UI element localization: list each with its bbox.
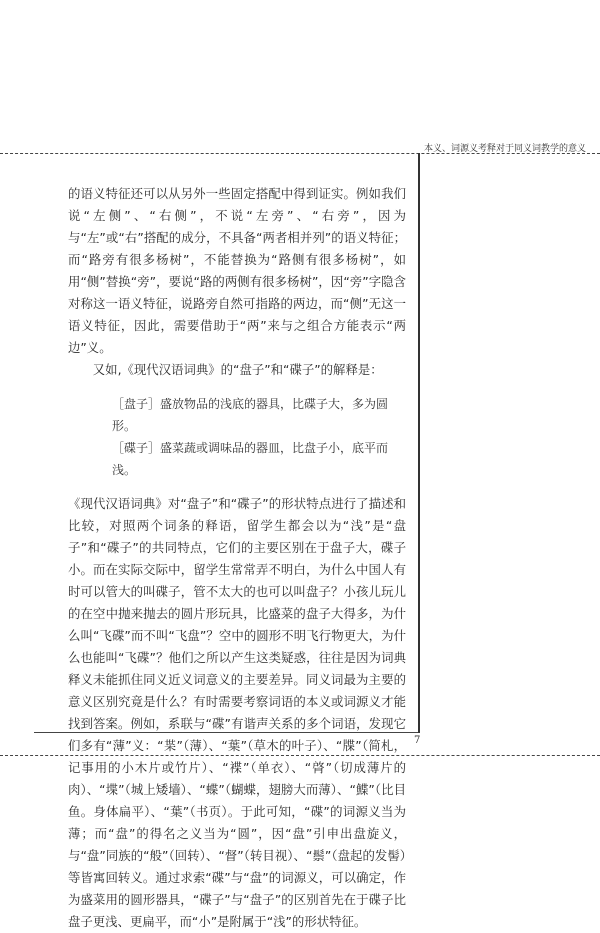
- running-header: 本义、词源义考释对于同义词教学的意义: [423, 144, 586, 154]
- paragraph-2: 又如,《现代汉语词典》的“盘子”和“碟子”的解释是：: [92, 362, 383, 377]
- page-body: [68, 183, 406, 933]
- definition-diezi: ［碟子］盛菜蔬或调味品的器皿，比盘子小，底平而浅。: [112, 441, 389, 477]
- definitions-block: [112, 393, 406, 481]
- page-number: 7: [414, 735, 421, 746]
- frame-bottom-border: [34, 732, 418, 733]
- paragraph-1: 的语义特征还可以从另外一些固定搭配中得到证实。例如我们说“左侧”、“右侧”，不说“左旁”、“右旁”，因为与“左”或“右”搭配的成分，不具备“两者相并列”的语义特征；而“路旁有很多杨树”，不能替换为“路侧有很多杨树”，如用“侧”替换“旁”，要说“路的两侧有很多杨树”，因“旁”字隐含对称这一语义特征，说路旁自然可指路的两边，而“侧”无这一语义特征，因此，需要借助于“两”来与之组合方能表示“两边”义。: [68, 186, 406, 355]
- frame-right-border: [418, 153, 420, 733]
- footer-rule: [0, 755, 600, 756]
- paragraph-3: 《现代汉语词典》对“盘子”和“碟子”的形状特点进行了描述和比较，对照两个词条的释语，留学生都会以为“浅”是“盘子”和“碟子”的共同特点，它们的主要区别在于盘子大，碟子小。而在实际交际中，留学生常常弄不明白，为什么中国人有时可以管大的叫碟子，管不太大的也可以叫盘子？小孩儿玩儿的在空中抛来抛去的圆片形玩具，比盛菜的盘子大得多，为什么叫“飞碟”而不叫“飞盘”？空中的圆形不明飞行物更大，为什么也能叫“飞碟”？他们之所以产生这类疑惑，往往是因为词典释义未能抓住同义近义词意义的主要差异。同义词最为主要的意义区别究竟是什么？有时需要考察词语的本义或词源义才能找到答案。例如，系联与“碟”有谐声关系的多个词语，发现它们多有“薄”义：“枼”（薄）、“葉”（草木的叶子）、“牒”（简札，记事用的小木片或竹片）、“褋”（单衣）、“䏿”（切成薄片的肉）、“堞”（城上矮墙）、“蝶”（蝴蝶，翅膀大而薄）、“鰈”（比目鱼。身体扁平）、“葉”（书页）。于此可知，“碟”的词源义当为薄；而“盘”的得名之义当为“圆”，因“盘”引申出盘旋义，与“盘”同族的“般”（回转）、“督”（转目视）、“鬃”（盘起的发髻）等皆寓回转义。通过求索“碟”与“盘”的词源义，可以确定，作为盛菜用的圆形器具，“碟子”与“盘子”的区别首先在于碟子比盘子更浅、更扁平，而“小”是附属于“浅”的形状特征。: [68, 496, 406, 929]
- definition-panzi: ［盘子］盛放物品的浅底的器具，比碟子大，多为圆形。: [112, 397, 389, 433]
